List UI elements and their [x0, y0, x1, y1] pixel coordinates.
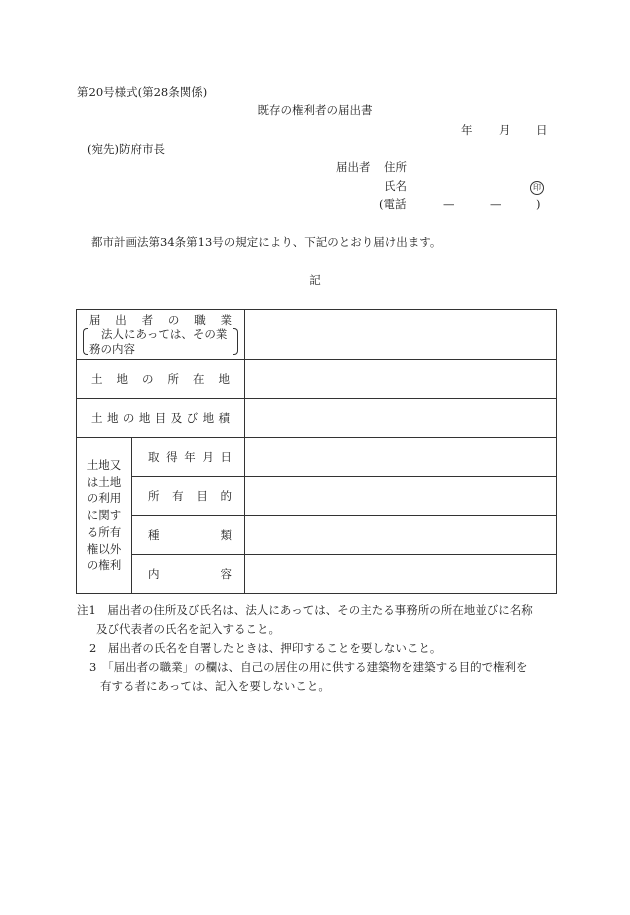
intro-statement: 都市計画法第34条第13号の規定により、下記のとおり届け出ます。	[91, 235, 442, 249]
purpose-label-cell	[132, 477, 245, 516]
note-1-line-2: 及び代表者の氏名を記入すること。	[96, 622, 280, 636]
address-label: 住所	[384, 160, 407, 174]
land-location-label-cell	[77, 360, 245, 399]
content-label-cell	[132, 555, 245, 594]
row-acquisition-date	[77, 438, 557, 477]
name-label: 氏名	[384, 179, 407, 193]
form-number: 第20号様式(第28条関係)	[77, 85, 208, 99]
date-month: 月	[499, 123, 511, 137]
note-3-line-1: 3 「届出者の職業」の欄は、自己の居住の用に供する建築物を建築する目的で権利を	[89, 660, 528, 674]
occupation-note: 法人にあっては、その業 務の内容	[83, 327, 238, 356]
acquisition-date-input[interactable]	[245, 438, 557, 477]
row-occupation	[77, 310, 557, 360]
occupation-label-cell	[77, 310, 245, 360]
date-year: 年	[461, 123, 473, 137]
land-category-input[interactable]	[245, 399, 557, 438]
phone-close: )	[536, 197, 541, 211]
seal-mark: 印	[530, 181, 544, 195]
phone-dash-1: —	[443, 197, 455, 211]
type-input[interactable]	[245, 516, 557, 555]
land-category-label-cell	[77, 399, 245, 438]
purpose-input[interactable]	[245, 477, 557, 516]
type-label: 種 類	[148, 527, 233, 542]
form-table	[76, 309, 557, 594]
purpose-label: 所 有 目 的	[148, 488, 233, 503]
content-input[interactable]	[245, 555, 557, 594]
land-category-label: 土 地 の 地 目 及 び 地 積	[91, 410, 230, 425]
row-type	[77, 516, 557, 555]
applicant-label: 届出者	[336, 160, 371, 174]
note-1-line-1: 注1 届出者の住所及び氏名は、法人にあっては、その主たる事務所の所在地並びに名称	[77, 603, 533, 617]
date-day: 日	[536, 123, 548, 137]
phone-dash-2: —	[490, 197, 502, 211]
rights-label-cell	[77, 438, 132, 594]
note-3-line-2: 有する者にあっては、記入を要しないこと。	[100, 679, 330, 693]
acquisition-date-label-cell	[132, 438, 245, 477]
row-content	[77, 555, 557, 594]
note-2: 2 届出者の氏名を自署したときは、押印することを要しないこと。	[89, 641, 442, 655]
row-purpose	[77, 477, 557, 516]
acquisition-date-label: 取 得 年 月 日	[148, 449, 232, 464]
row-land-location	[77, 360, 557, 399]
ki-heading: 記	[309, 273, 321, 287]
rights-label: 土地又 は土地 の利用 に関す る所有 権以外 の権利	[86, 458, 122, 573]
addressee: (宛先)防府市長	[87, 142, 165, 156]
land-location-input[interactable]	[245, 360, 557, 399]
type-label-cell	[132, 516, 245, 555]
document-title: 既存の権利者の届出書	[257, 103, 373, 117]
land-location-label: 土 地 の 所 在 地	[91, 371, 230, 386]
phone-open: (電話	[379, 197, 407, 211]
row-land-category	[77, 399, 557, 438]
content-label: 内 容	[148, 566, 233, 581]
occupation-label: 届 出 者 の 職 業	[89, 312, 232, 327]
occupation-input[interactable]	[245, 310, 557, 360]
